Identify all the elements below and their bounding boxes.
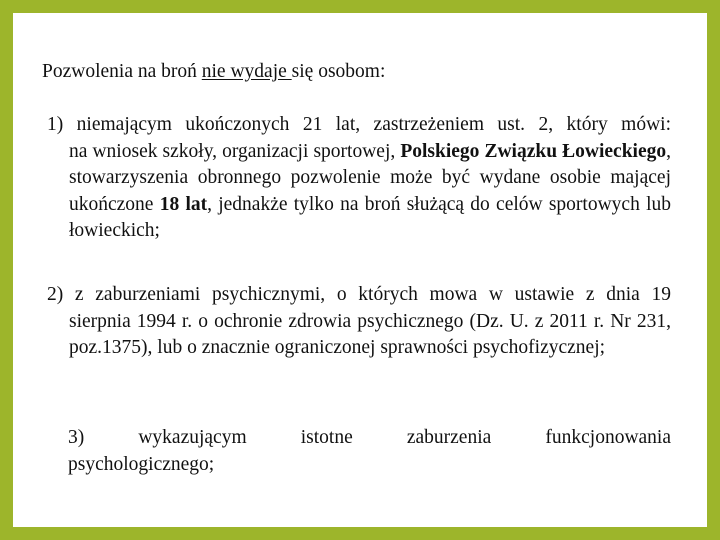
item-1-text-b: , stowarzyszenia obronnego pozwolenie może być wydane osobie mającej ukończone bbox=[69, 140, 671, 215]
item-2-continuation: sierpnia 1994 r. o ochronie zdrowia psychicznego (Dz. U. z 2011 r. Nr 231, poz.1375), lub o znacznie ograniczonej sprawności psychofizycznej; bbox=[69, 310, 671, 358]
list-item-1 bbox=[47, 112, 671, 245]
list-item-2 bbox=[47, 282, 671, 362]
item-3-line-1: 3) wykazującym istotne zaburzenia funkcjonowania bbox=[68, 427, 671, 448]
slide bbox=[13, 13, 707, 527]
heading-part2: się osobom: bbox=[291, 61, 386, 82]
item-3-line-2: psychologicznego; bbox=[68, 453, 215, 475]
page-title bbox=[42, 60, 385, 84]
heading-underlined: nie wydaje bbox=[201, 61, 292, 82]
item-1-bold-org: Polskiego Związku Łowieckiego bbox=[400, 140, 667, 162]
heading-part1: Pozwolenia na broń bbox=[42, 61, 202, 82]
item-2-first-line: 2) z zaburzeniami psychicznymi, o których mowa w ustawie z dnia 19 bbox=[47, 284, 671, 305]
item-1-continuation bbox=[47, 139, 671, 245]
item-1-text-a: na wniosek szkoły, organizacji sportowej, bbox=[69, 140, 401, 162]
item-1-first-line: 1) niemającym ukończonych 21 lat, zastrzeżeniem ust. 2, który mówi: bbox=[47, 114, 671, 135]
list-item-3 bbox=[68, 425, 671, 478]
item-1-bold-age: 18 lat bbox=[159, 193, 208, 215]
item-1-text-c: , jednakże tylko na broń służącą do celów sportowych lub łowieckich; bbox=[69, 193, 671, 241]
